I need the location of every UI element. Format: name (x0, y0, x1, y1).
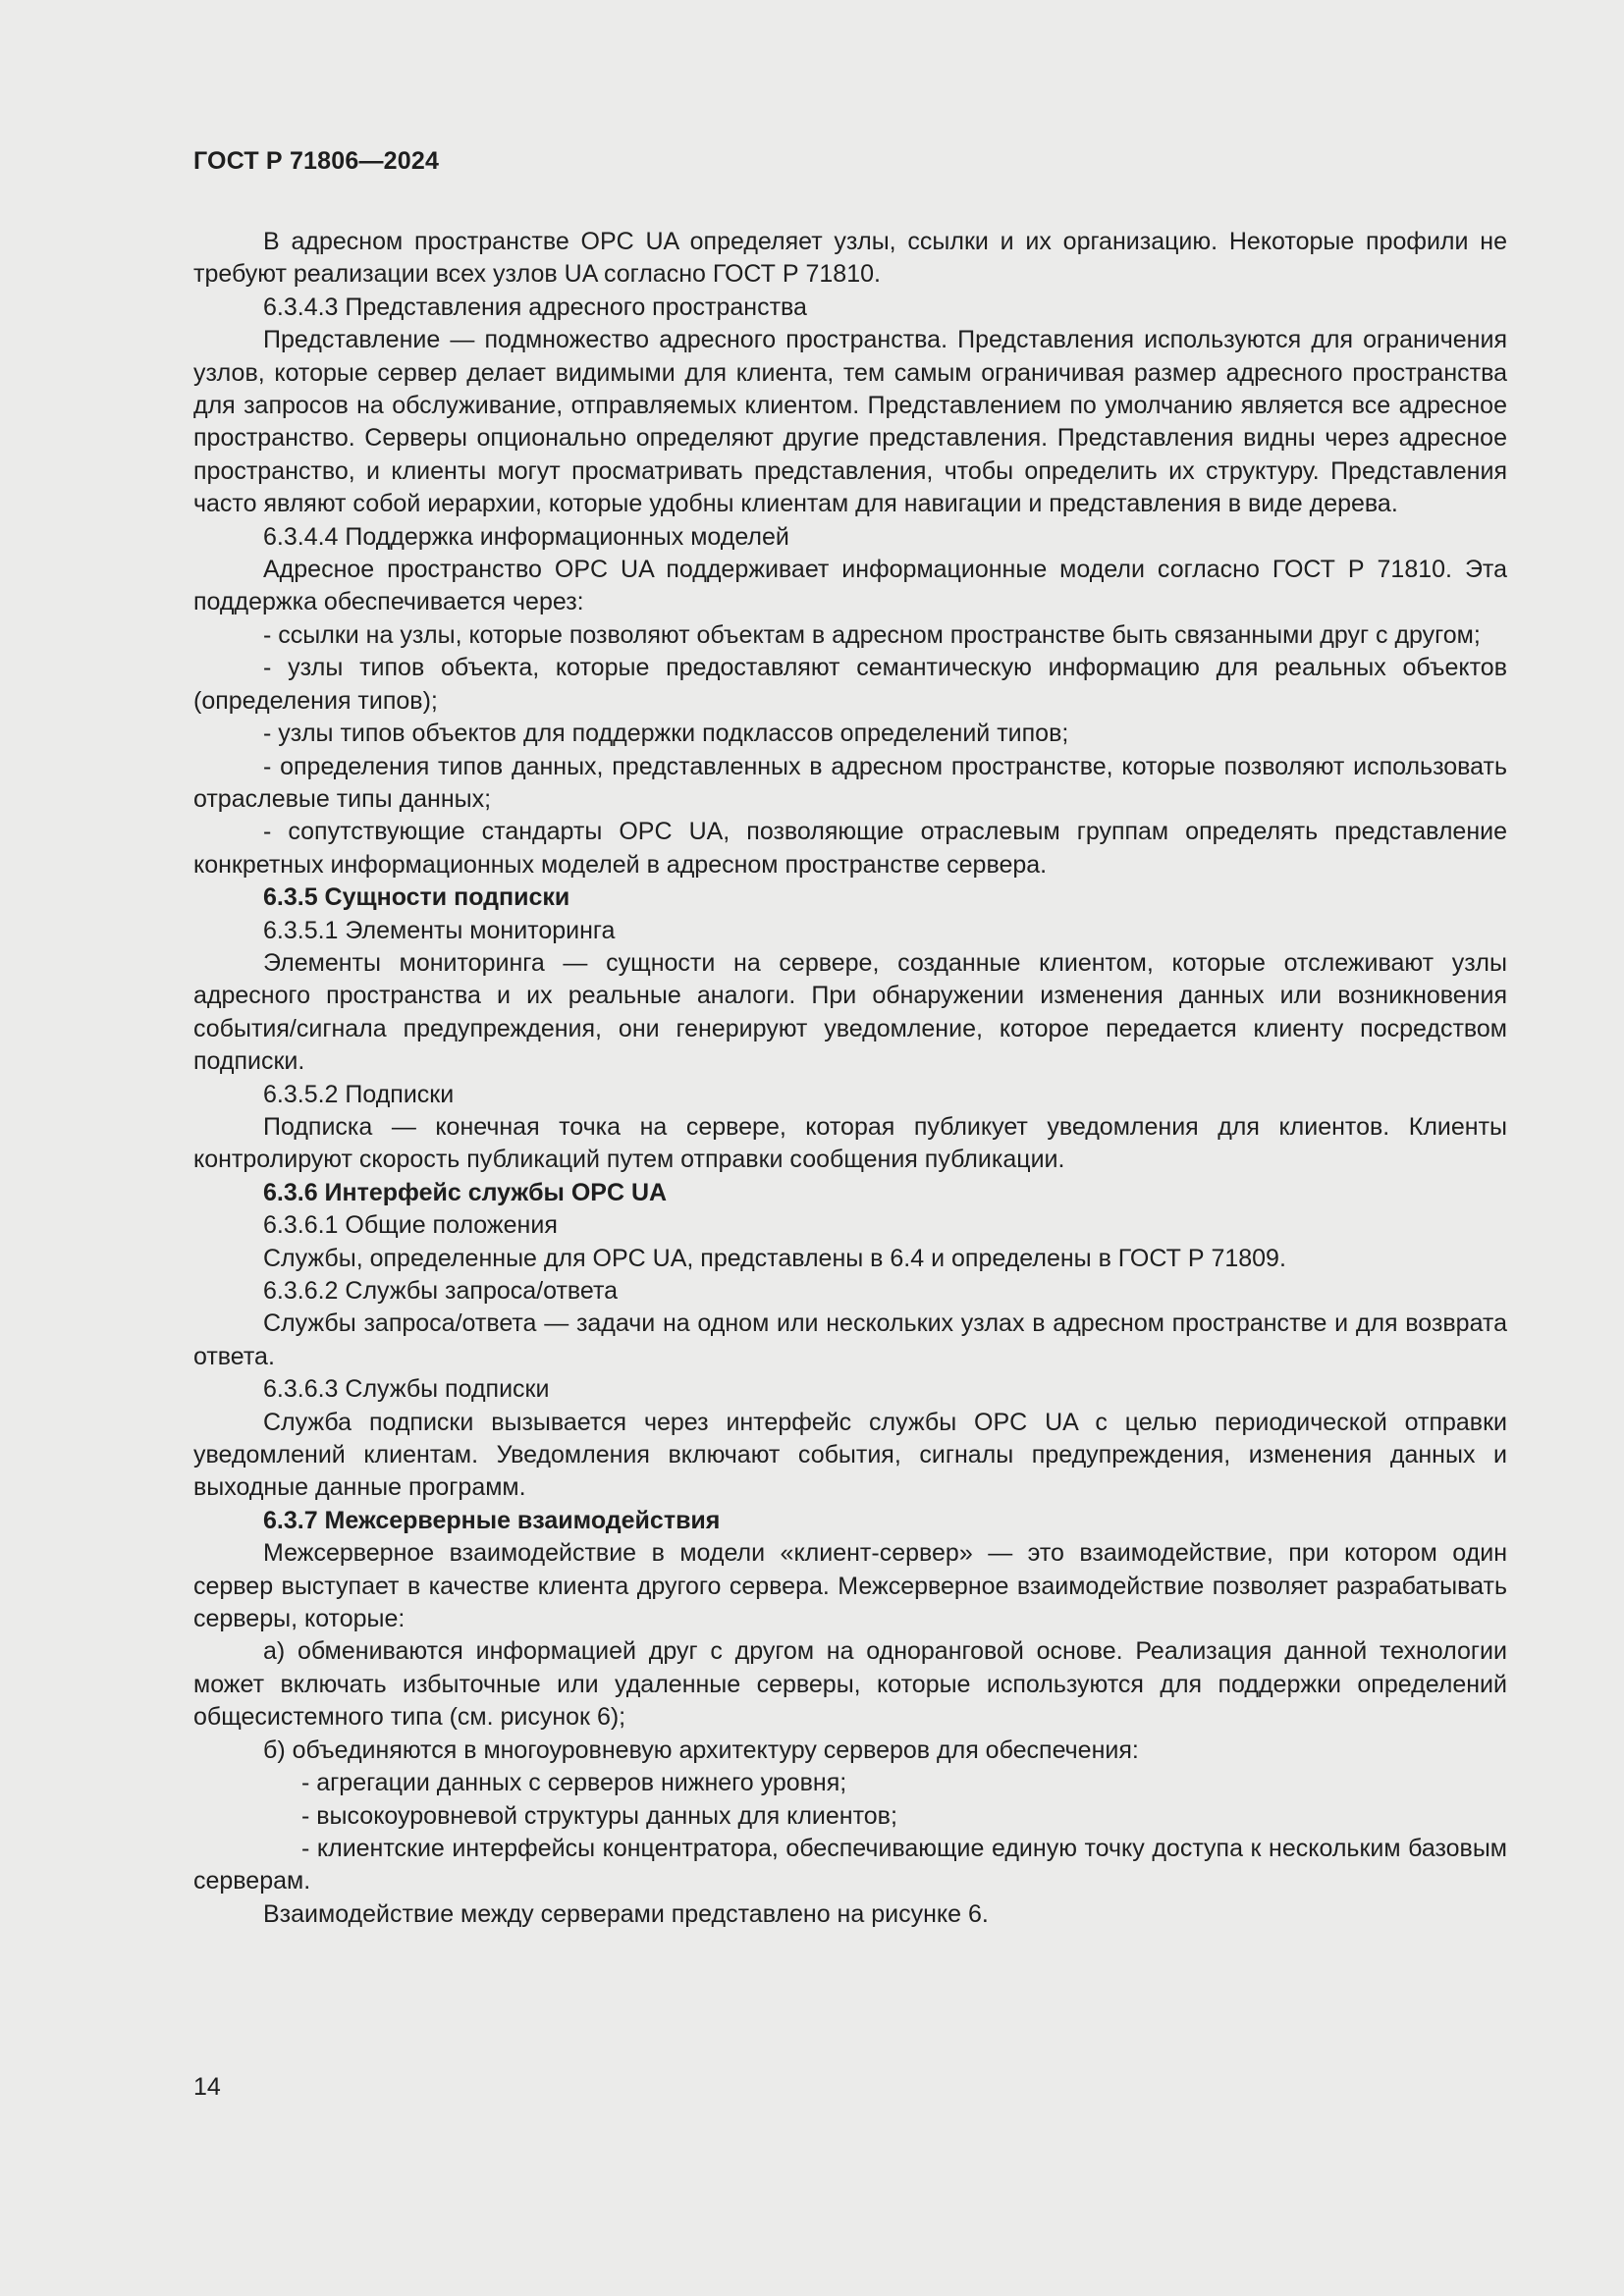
paragraph: Службы, определенные для OPC UA, представлены в 6.4 и определены в ГОСТ Р 71809. (263, 1244, 1286, 1272)
paragraph: Представление — подмножество адресного пространства. Представления используются для ограничения узлов, которые сервер делает видимыми для клиента, тем самым ограничивая размер адресного пространства для запросов на обслуживание, отправляемых клиентом. Представлением по умолчанию является все адресное пространство. Серверы опционально определяют другие представления. Представления видны через адресное пространство, и клиенты могут просматривать представления, чтобы определить их структуру. Представления часто являют собой иерархии, которые удобны клиентам для навигации и представления в виде дерева. (193, 326, 1507, 518)
paragraph: Элементы мониторинга — сущности на сервере, созданные клиентом, которые отслеживают узлы адресного пространства и их реальные аналоги. При обнаружении изменения данных или возникновения события/сигнала предупреждения, они генерируют уведомление, которое передается клиенту посредством подписки. (193, 948, 1507, 1076)
section-heading: 6.3.6.3 Службы подписки (263, 1375, 550, 1404)
section-heading-bold: 6.3.7 Межсерверные взаимодействия (263, 1506, 721, 1534)
list-item: - узлы типов объекта, которые предоставляют семантическую информацию для реальных объектов (определения типов); (193, 654, 1507, 715)
list-item: а) обмениваются информацией друг с другом на одноранговой основе. Реализация данной технологии может включать избыточные или удаленные серверы, которые используются для поддержки определений общесистемного типа (см. рисунок 6); (193, 1637, 1507, 1732)
section-heading: 6.3.6.1 Общие положения (263, 1211, 558, 1240)
paragraph: Подписка — конечная точка на сервере, которая публикует уведомления для клиентов. Клиенты контролируют скорость публикаций путем отправки сообщения публикации. (193, 1112, 1507, 1174)
section-heading: 6.3.4.4 Поддержка информационных моделей (263, 522, 789, 551)
document-header: ГОСТ Р 71806—2024 (193, 147, 440, 175)
paragraph: Межсерверное взаимодействие в модели «клиент-сервер» — это взаимодействие, при котором один сервер выступает в качестве клиента другого сервера. Межсерверное взаимодействие позволяет разрабатывать серверы, которые: (193, 1539, 1507, 1633)
section-heading: 6.3.5.1 Элементы мониторинга (263, 916, 616, 944)
list-item: - узлы типов объектов для поддержки подклассов определений типов; (263, 720, 1069, 748)
section-heading-bold: 6.3.5 Сущности подписки (263, 883, 570, 912)
sublist-item: - клиентские интерфейсы концентратора, обеспечивающие единую точку доступа к нескольким базовым серверам. (193, 1834, 1507, 1896)
section-heading-bold: 6.3.6 Интерфейс службы OPC UA (263, 1178, 668, 1206)
list-item: - ссылки на узлы, которые позволяют объектам в адресном пространстве быть связанными друг с другом; (263, 620, 1481, 649)
list-item: б) объединяются в многоуровневую архитектуру серверов для обеспечения: (263, 1735, 1139, 1764)
list-item: - определения типов данных, представленных в адресном пространстве, которые позволяют использовать отраслевые типы данных; (193, 752, 1507, 813)
section-heading: 6.3.5.2 Подписки (263, 1080, 455, 1108)
section-heading: 6.3.6.2 Службы запроса/ответа (263, 1277, 619, 1305)
paragraph: В адресном пространстве OPC UA определяет узлы, ссылки и их организацию. Некоторые профили не требуют реализации всех узлов UA согласно ГОСТ Р 71810. (193, 228, 1507, 289)
list-item: - сопутствующие стандарты OPC UA, позволяющие отраслевым группам определять представление конкретных информационных моделей в адресном пространстве сервера. (193, 818, 1507, 879)
sublist-item: - агрегации данных с серверов нижнего уровня; (301, 1769, 847, 1797)
document-body (193, 226, 1507, 1931)
paragraph: Адресное пространство OPC UA поддерживает информационные модели согласно ГОСТ Р 71810. Эта поддержка обеспечивается через: (193, 556, 1507, 616)
section-heading: 6.3.4.3 Представления адресного пространства (263, 293, 807, 321)
paragraph: Службы запроса/ответа — задачи на одном или нескольких узлах в адресном пространстве и для возврата ответа. (193, 1309, 1507, 1370)
page-number: 14 (193, 2073, 221, 2101)
paragraph: Служба подписки вызывается через интерфейс службы OPC UA с целью периодической отправки уведомлений клиентам. Уведомления включают события, сигналы предупреждения, изменения данных и выходные данные программ. (193, 1408, 1507, 1502)
paragraph: Взаимодействие между серверами представлено на рисунке 6. (263, 1899, 989, 1928)
sublist-item: - высокоуровневой структуры данных для клиентов; (301, 1801, 897, 1830)
